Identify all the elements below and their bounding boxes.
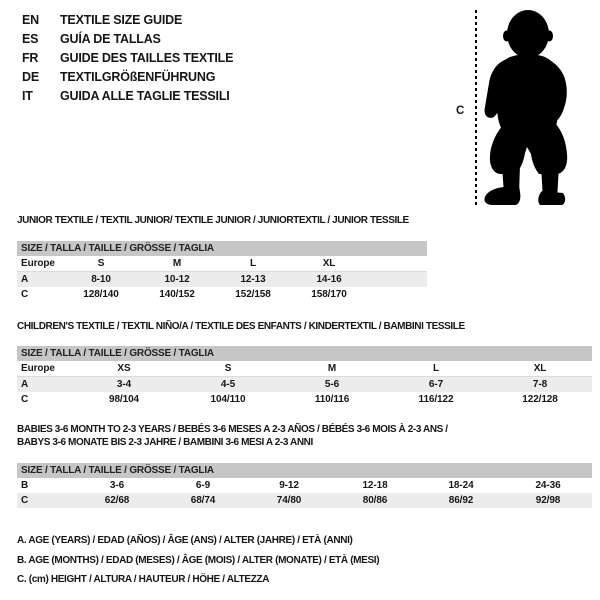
row-label: A [17, 272, 63, 288]
measure-legend [17, 531, 379, 590]
table-row [17, 478, 592, 493]
size-header-bar: SIZE / TALLA / TAILLE / GRÖSSE / TAGLIA [17, 346, 592, 361]
junior-size-table [17, 256, 427, 302]
cell: XL [291, 256, 367, 272]
row-label: C [21, 289, 29, 300]
cell: 12-18 [362, 480, 388, 491]
baby-silhouette-icon [479, 7, 571, 207]
cell: 140/152 [159, 289, 195, 300]
table-row [17, 377, 592, 393]
cell: 74/80 [246, 493, 332, 508]
language-title-list [22, 11, 233, 106]
language-title: GUÍA DE TALLAS [60, 32, 161, 46]
cell: 14-16 [291, 272, 367, 288]
children-size-table [17, 361, 592, 407]
language-code: IT [22, 89, 33, 103]
cell: 6-7 [384, 377, 488, 393]
language-code: EN [22, 13, 39, 27]
row-label: Europe [17, 361, 72, 377]
height-dotted-line [475, 10, 477, 207]
babies-title-line-2: BABYS 3-6 MONATE BIS 2-3 JAHRE / BAMBINI 3-6 MESI A 2-3 ANNI [17, 437, 313, 448]
cell-empty [367, 256, 427, 272]
table-row [17, 493, 592, 508]
cell: S [176, 361, 280, 377]
junior-table-title: JUNIOR TEXTILE / TEXTIL JUNIOR/ TEXTILE JUNIOR / JUNIORTEXTIL / JUNIOR TESSILE [17, 215, 409, 226]
cell: 116/122 [418, 394, 454, 405]
cell: 86/92 [418, 493, 504, 508]
babies-table [17, 463, 592, 508]
cell: 4-5 [176, 377, 280, 393]
row-label: Europe [17, 256, 63, 272]
cell: 24-36 [535, 480, 561, 491]
language-row-en [22, 11, 233, 30]
legend-line-b: B. AGE (MONTHS) / EDAD (MESES) / ÂGE (MOIS) / ALTER (MONATE) / ETÀ (MESI) [17, 554, 380, 566]
cell: 9-12 [279, 480, 299, 491]
cell: 128/140 [83, 289, 119, 300]
table-row [17, 256, 427, 272]
language-title: GUIDE DES TAILLES TEXTILE [60, 51, 234, 65]
language-title: GUIDA ALLE TAGLIE TESSILI [60, 89, 230, 103]
junior-table [17, 241, 427, 302]
legend-line-c: C. (cm) HEIGHT / ALTURA / HAUTEUR / HÖHE / ALTEZZA [17, 574, 270, 585]
language-title: TEXTILE SIZE GUIDE [60, 13, 183, 27]
size-header-bar: SIZE / TALLA / TAILLE / GRÖSSE / TAGLIA [17, 241, 427, 256]
cell: XL [488, 361, 592, 377]
language-row-it [22, 87, 233, 106]
cell: 6-9 [195, 480, 211, 491]
cell: XS [72, 361, 176, 377]
cell: 8-10 [63, 272, 139, 288]
language-code: DE [22, 70, 39, 84]
cell: 152/158 [235, 289, 271, 300]
cell: M [139, 256, 215, 272]
babies-table-title [17, 423, 577, 449]
cell: L [384, 361, 488, 377]
cell: 12-13 [215, 272, 291, 288]
cell: L [215, 256, 291, 272]
language-row-es [22, 30, 233, 49]
cell: 68/74 [160, 493, 246, 508]
row-label: A [17, 377, 72, 393]
table-row [17, 361, 592, 377]
cell: 98/104 [109, 394, 139, 405]
cell: 104/110 [210, 394, 246, 405]
babies-title-line-1: BABIES 3-6 MONTH TO 2-3 YEARS / BEBÉS 3-6 MESES A 2-3 AÑOS / BÉBÉS 3-6 MOIS À 2-3 ANS / [17, 424, 448, 435]
table-row [17, 392, 592, 407]
language-code: ES [22, 32, 39, 46]
cell: S [63, 256, 139, 272]
size-header-bar: SIZE / TALLA / TAILLE / GRÖSSE / TAGLIA [17, 463, 592, 478]
cell-empty [367, 287, 427, 302]
legend-line-a: A. AGE (YEARS) / EDAD (AÑOS) / ÂGE (ANS) / ALTER (JAHRE) / ETÀ (ANNI) [17, 535, 353, 546]
cell: 18-24 [448, 480, 474, 491]
children-table [17, 346, 592, 407]
language-row-fr [22, 49, 233, 68]
cell: 62/68 [74, 493, 160, 508]
cell-empty [367, 272, 427, 288]
cell: 80/86 [332, 493, 418, 508]
language-code: FR [22, 51, 39, 65]
cell: 3-6 [109, 480, 125, 491]
height-measure-label: C [456, 105, 465, 117]
cell: 5-6 [280, 377, 384, 393]
cell: 110/116 [314, 394, 350, 405]
cell: 92/98 [504, 493, 592, 508]
table-row [17, 272, 427, 288]
cell: 3-4 [72, 377, 176, 393]
row-label: C [21, 394, 29, 405]
cell: M [280, 361, 384, 377]
cell: 7-8 [488, 377, 592, 393]
row-label: B [21, 480, 29, 491]
cell: 122/128 [522, 394, 558, 405]
children-table-title: CHILDREN'S TEXTILE / TEXTIL NIÑO/A / TEXTILE DES ENFANTS / KINDERTEXTIL / BAMBINI TESSILE [17, 321, 465, 332]
table-row [17, 287, 427, 302]
row-label: C [17, 493, 74, 508]
language-row-de [22, 68, 233, 87]
cell: 10-12 [139, 272, 215, 288]
babies-size-table [17, 478, 592, 508]
language-title: TEXTILGRÖßENFÜHRUNG [60, 70, 216, 84]
cell: 158/170 [311, 289, 347, 300]
